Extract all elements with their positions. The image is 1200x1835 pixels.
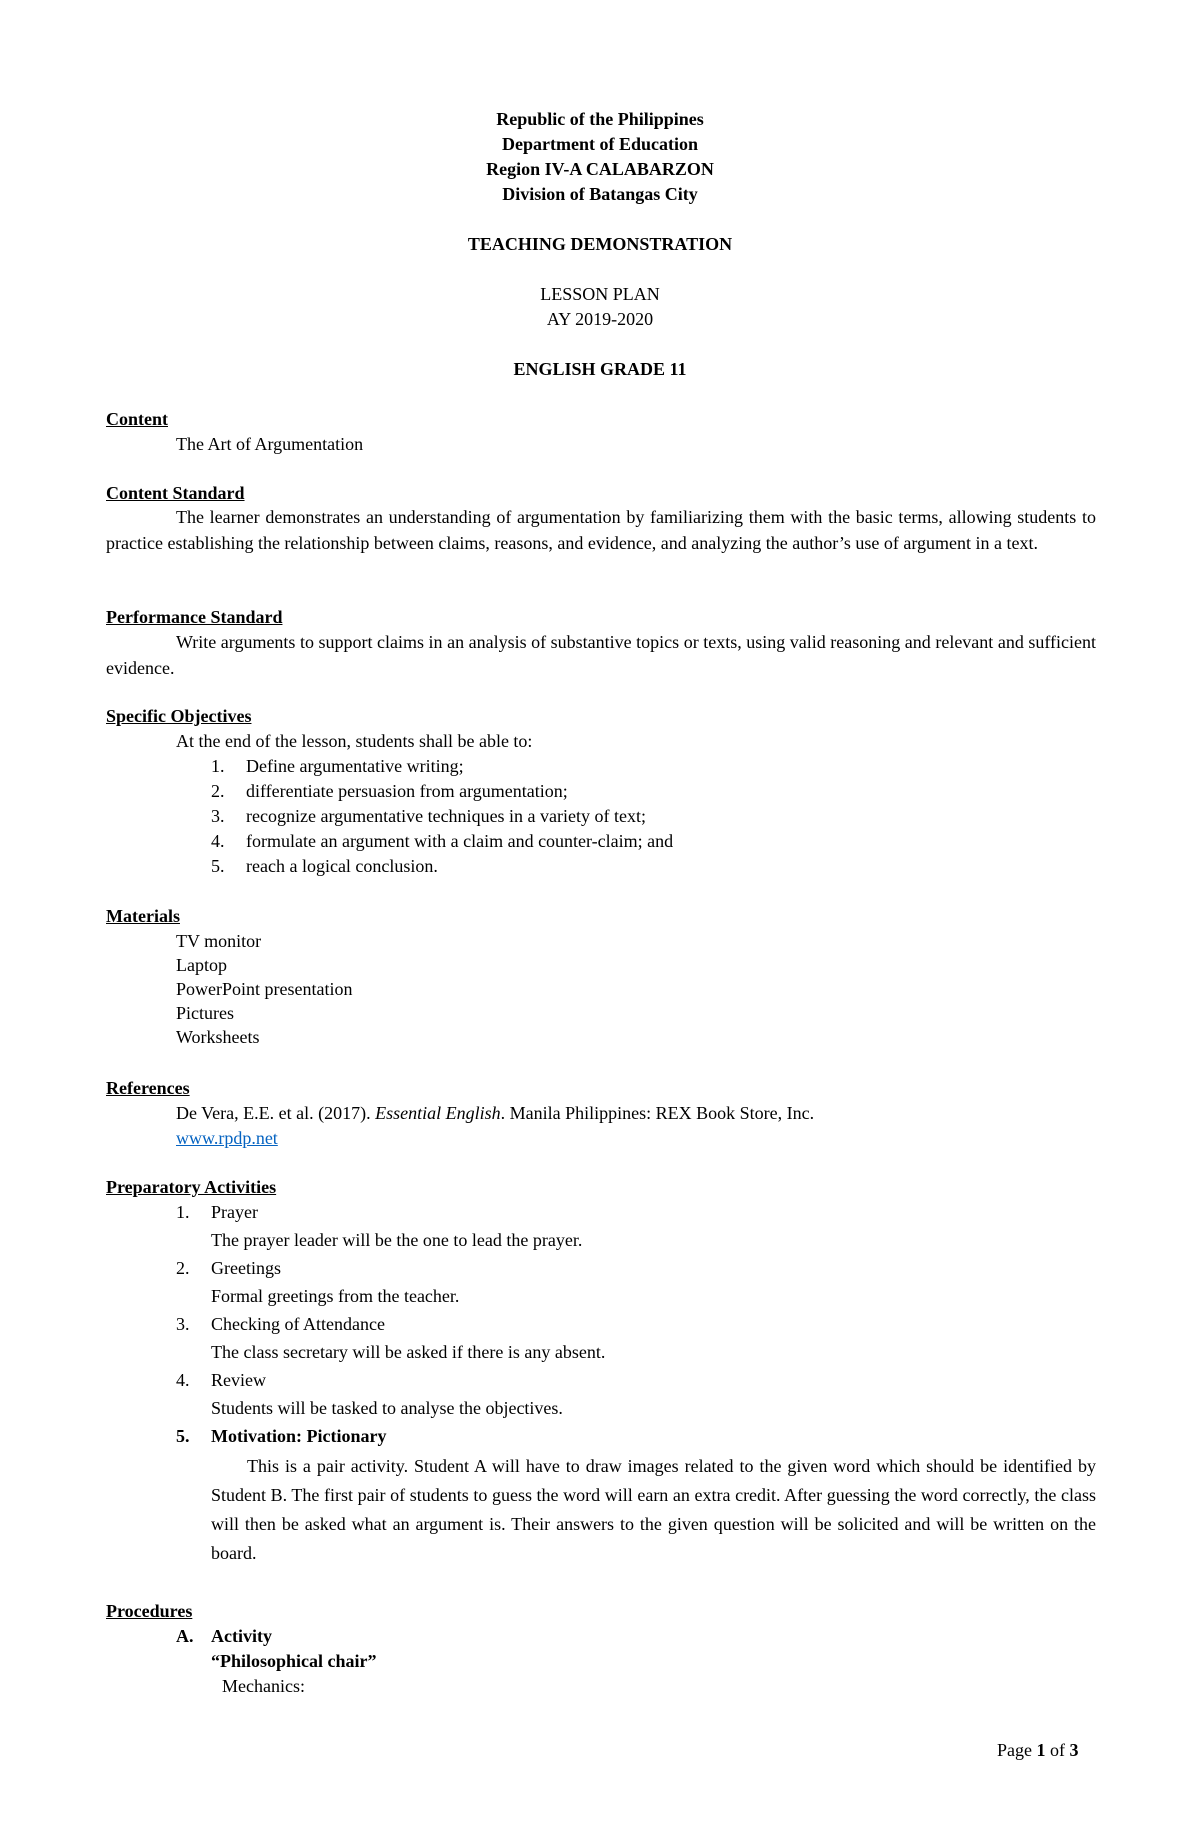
footer-of-word: of [1050, 1740, 1065, 1760]
prep-item [176, 1256, 281, 1281]
objective-text: recognize argumentative techniques in a variety of text; [246, 806, 647, 826]
footer-page-total: 3 [1069, 1740, 1079, 1760]
prep-item-motivation [176, 1424, 386, 1449]
doc-course: ENGLISH GRADE 11 [513, 359, 687, 379]
preparatory-heading: Preparatory Activities [106, 1177, 277, 1197]
objectives-heading: Specific Objectives [106, 706, 252, 726]
prep-description: Students will be tasked to analyse the objectives. [211, 1398, 563, 1418]
procedures-heading: Procedures [106, 1601, 193, 1621]
doc-subtitle-lesson-plan: LESSON PLAN [540, 284, 660, 304]
objective-item [211, 854, 438, 879]
material-item: Laptop [176, 955, 227, 975]
prep-number: 3. [176, 1314, 190, 1334]
content-heading: Content [106, 409, 168, 429]
header-region: Region IV-A CALABARZON [486, 159, 714, 179]
objective-number: 4. [211, 831, 225, 851]
material-item: TV monitor [176, 931, 262, 951]
reference-book-title: Essential English [375, 1103, 501, 1123]
prep-title: Checking of Attendance [211, 1314, 385, 1334]
objective-number: 3. [211, 806, 225, 826]
objective-text: Define argumentative writing; [246, 756, 464, 776]
prep-number: 2. [176, 1258, 190, 1278]
doc-subtitle-ay: AY 2019-2020 [546, 309, 654, 329]
objective-number: 1. [211, 756, 225, 776]
procedure-title: Activity [211, 1626, 272, 1646]
objective-item [211, 754, 464, 779]
content-standard-text: The learner demonstrates an understanding of argumentation by familiarizing them with the basic terms, allowing students to practice establishing the relationship between claims, reasons, and evidence, and analyzing the author’s use of argument in a text. [106, 507, 1096, 553]
reference-link[interactable]: www.rpdp.net [176, 1128, 278, 1148]
objective-text: formulate an argument with a claim and counter-claim; and [246, 831, 674, 851]
procedure-letter: A. [176, 1626, 194, 1646]
reference-publisher: . Manila Philippines: REX Book Store, Inc. [500, 1103, 815, 1123]
objective-item [211, 829, 673, 854]
objective-number: 5. [211, 856, 225, 876]
prep-item [176, 1312, 385, 1337]
prep-number: 1. [176, 1202, 190, 1222]
footer-page-num: 1 [1036, 1740, 1046, 1760]
objective-item [211, 779, 568, 804]
material-item: PowerPoint presentation [176, 979, 353, 999]
objective-text: reach a logical conclusion. [246, 856, 438, 876]
content-standard-heading: Content Standard [106, 483, 245, 503]
objective-number: 2. [211, 781, 225, 801]
header-department: Department of Education [502, 134, 698, 154]
objective-item [211, 804, 646, 829]
prep-title: Greetings [211, 1258, 281, 1278]
prep-item [176, 1368, 266, 1393]
activity-name: “Philosophical chair” [211, 1651, 377, 1671]
material-item: Pictures [176, 1003, 234, 1023]
prep-item [176, 1200, 258, 1225]
reference-link-line [176, 1126, 278, 1151]
reference-author: De Vera, E.E. et al. (2017). [176, 1103, 376, 1123]
references-heading: References [106, 1078, 190, 1098]
performance-standard-heading: Performance Standard [106, 607, 283, 627]
header-republic: Republic of the Philippines [496, 109, 704, 129]
mechanics-label: Mechanics: [222, 1676, 305, 1696]
motivation-title: Motivation: Pictionary [211, 1426, 387, 1446]
reference-citation [176, 1101, 814, 1126]
prep-number: 4. [176, 1370, 190, 1390]
materials-heading: Materials [106, 906, 180, 926]
footer-page-word: Page [997, 1740, 1032, 1760]
motivation-text: This is a pair activity. Student A will have to draw images related to the given word which should be identified by Student B. The first pair of students to guess the word will earn an extra credit. After guessing the word correctly, the class will then be asked what an argument is. Their answers to the given question will be solicited and will be written on the board. [211, 1456, 1096, 1563]
prep-description: Formal greetings from the teacher. [211, 1286, 460, 1306]
objectives-intro: At the end of the lesson, students shall be able to: [176, 731, 533, 751]
page-number-footer [997, 1738, 1079, 1763]
performance-standard-text: Write arguments to support claims in an analysis of substantive topics or texts, using valid reasoning and relevant and sufficient evidence. [106, 632, 1096, 678]
procedure-item-activity [176, 1624, 272, 1649]
prep-number: 5. [176, 1426, 190, 1446]
doc-title: TEACHING DEMONSTRATION [467, 234, 733, 254]
prep-description: The prayer leader will be the one to lead the prayer. [211, 1230, 583, 1250]
objective-text: differentiate persuasion from argumentation; [246, 781, 568, 801]
header-division: Division of Batangas City [502, 184, 698, 204]
prep-title: Prayer [211, 1202, 258, 1222]
content-text: The Art of Argumentation [176, 434, 364, 454]
prep-description: The class secretary will be asked if there is any absent. [211, 1342, 606, 1362]
prep-title: Review [211, 1370, 266, 1390]
material-item: Worksheets [176, 1027, 260, 1047]
